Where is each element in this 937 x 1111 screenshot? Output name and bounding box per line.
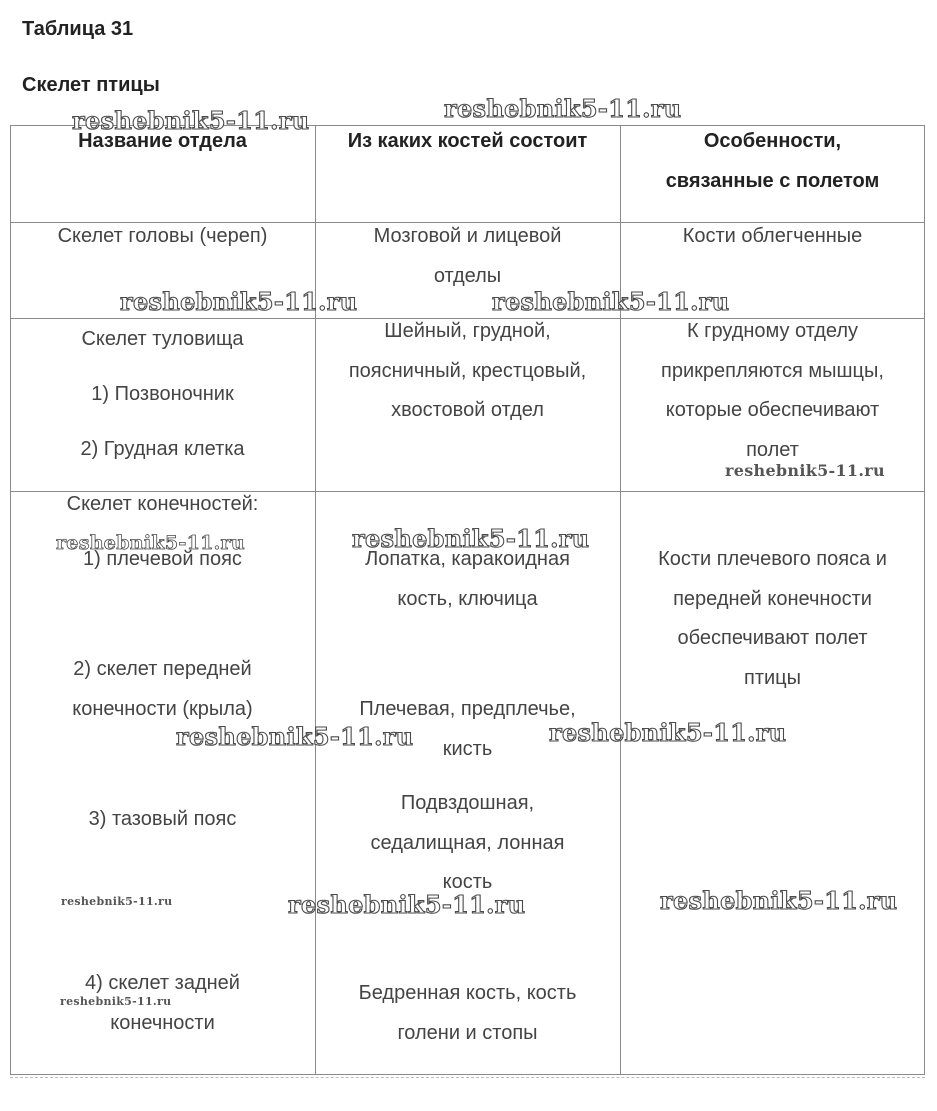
watermark: reshebnik5-11.ru: [660, 886, 898, 915]
text-line: полет: [746, 438, 799, 461]
text-line: Плечевая, предплечье,: [359, 698, 576, 720]
text-line: Лопатка, каракоидная: [365, 548, 570, 570]
text-line: 1) Позвоночник: [91, 383, 234, 405]
text-line: кость: [442, 871, 493, 893]
text-line: К грудному отделу: [686, 320, 859, 342]
cell-limbs-shoulder-girdle: 1) плечевой пояс: [83, 548, 242, 570]
watermark: reshebnik5-11.ru: [120, 287, 358, 316]
watermark: reshebnik5-11.ru: [549, 718, 787, 747]
text-line: 2) Грудная клетка: [80, 438, 245, 460]
text-line: конечности: [110, 1011, 215, 1034]
text-line: седалищная, лонная: [370, 831, 565, 854]
cell-limbs-title: Скелет конечностей:: [66, 493, 259, 515]
watermark: reshebnik5-11.ru: [725, 461, 885, 480]
page-footer-strip: [10, 1077, 925, 1081]
table-border-left: [10, 125, 11, 1075]
text-line: обеспечивают полет: [677, 627, 868, 649]
text-line: конечности (крыла): [72, 697, 253, 720]
text-line: Мозговой и лицевой: [373, 225, 562, 247]
watermark: reshebnik5-11.ru: [176, 722, 414, 751]
bird-skeleton-table: [10, 125, 925, 1075]
text-line: кость, ключица: [397, 587, 538, 610]
watermark: reshebnik5-11.ru: [352, 524, 590, 553]
cell-limbs-pelvic-bones: [315, 784, 620, 903]
table-border-bottom: [10, 1074, 925, 1075]
text-line: прикрепляются мышцы,: [661, 359, 884, 382]
cell-head-skeleton-name: Скелет головы (череп): [57, 225, 268, 247]
cell-trunk-skeleton-features: [620, 312, 925, 470]
text-line: Кости плечевого пояса и: [658, 548, 887, 570]
header-flight-features: [620, 122, 925, 201]
cell-head-skeleton-bones: [315, 217, 620, 296]
header-bones: Из каких костей состоит: [347, 130, 588, 152]
text-line: 2) скелет передней: [73, 658, 252, 680]
cell-limbs-hindlimb-bones: [315, 974, 620, 1053]
watermark: reshebnik5-11.ru: [444, 94, 682, 123]
text-line: которые обеспечивают: [665, 399, 880, 421]
text-line: голени и стопы: [397, 1021, 538, 1044]
header-section-name: Название отдела: [78, 130, 247, 152]
text-line: 4) скелет задней: [85, 972, 240, 994]
watermark: reshebnik5-11.ru: [492, 287, 730, 316]
watermark: reshebnik5-11.ru: [60, 995, 172, 1008]
section-title: Скелет птицы: [22, 74, 160, 96]
cell-limbs-pelvic-girdle: 3) тазовый пояс: [88, 808, 237, 830]
text-line: Скелет туловища: [81, 328, 244, 350]
cell-trunk-skeleton-name: [10, 312, 315, 477]
text-line: Бедренная кость, кость: [358, 982, 577, 1004]
header-flight-features-line1: Особенности,: [703, 130, 842, 152]
text-line: передней конечности: [673, 587, 872, 610]
text-line: кисть: [442, 737, 493, 760]
watermark: reshebnik5-11.ru: [61, 895, 173, 908]
cell-head-skeleton-features: Кости облегченные: [682, 225, 863, 247]
watermark: reshebnik5-11.ru: [56, 532, 245, 554]
header-flight-features-line2: связанные с полетом: [665, 169, 880, 192]
text-line: Шейный, грудной,: [384, 320, 551, 342]
cell-trunk-skeleton-bones: [315, 312, 620, 431]
text-line: отделы: [433, 264, 502, 287]
text-line: Подвздошная,: [400, 792, 535, 814]
cell-limbs-features: [620, 540, 925, 698]
text-line: птицы: [744, 666, 801, 689]
watermark: reshebnik5-11.ru: [288, 890, 526, 919]
page-title: Таблица 31: [22, 18, 134, 40]
text-line: хвостовой отдел: [391, 399, 544, 421]
watermark: reshebnik5-11.ru: [72, 106, 310, 135]
cell-limbs-forelimb: [10, 650, 315, 729]
text-line: поясничный, крестцовый,: [348, 359, 587, 382]
